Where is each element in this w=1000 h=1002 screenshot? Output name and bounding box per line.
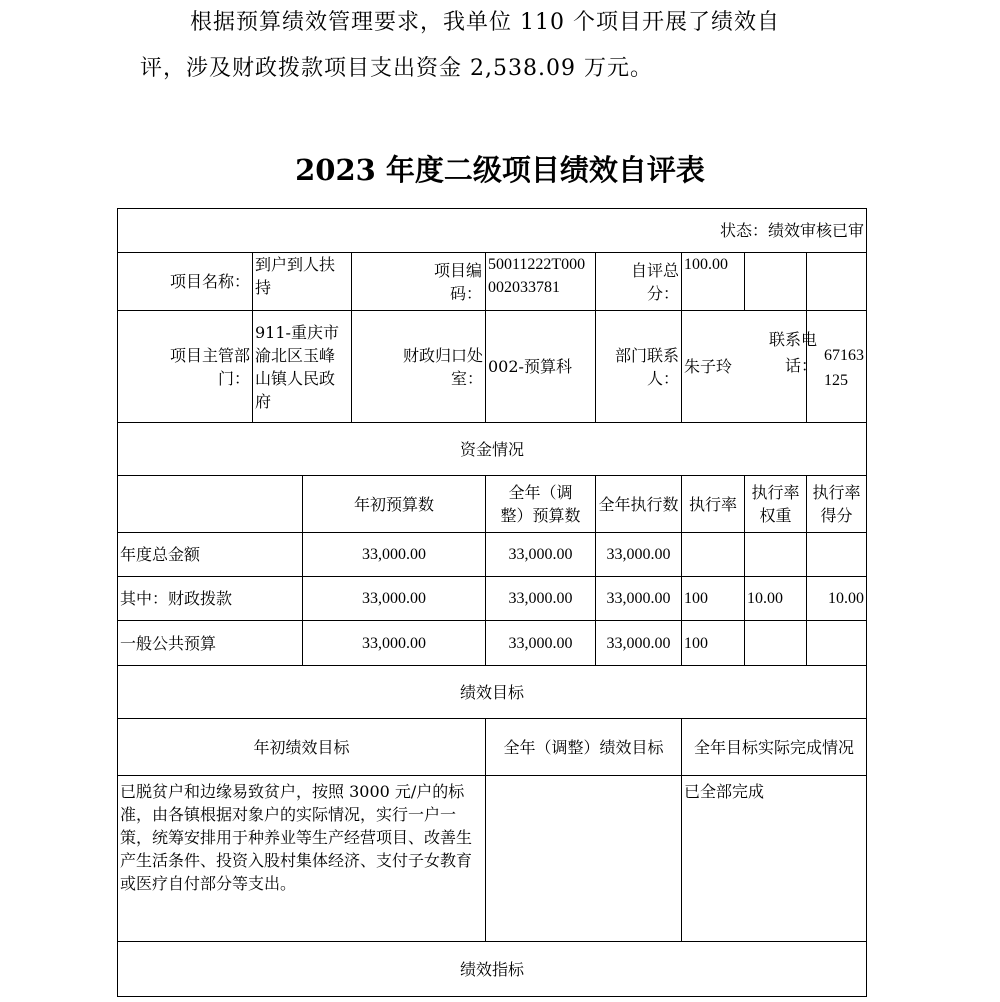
funds-section-header: 资金情况 [118, 423, 867, 476]
funds-row-weight [745, 621, 807, 666]
goals-initial-text: 已脱贫户和边缘易致贫户，按照 3000 元/户的标准，由各镇根据对象户的实际情况，实行一户一策，统筹安排用于种养业等生产经营项目、改善生产生活条件、投资入股村集体经济、支付子女教育或医疗自付部分等支出。 [118, 776, 486, 942]
project-name-value: 到户到人扶持 [253, 253, 352, 311]
goals-section-header: 绩效目标 [118, 666, 867, 719]
indicators-section-header: 绩效指标 [118, 942, 867, 997]
empty-cell [118, 476, 303, 533]
funds-row-rate: 100 [682, 577, 745, 621]
funds-row-initial: 33,000.00 [303, 577, 486, 621]
funds-row-rate [682, 533, 745, 577]
funds-header-executed: 全年执行数 [596, 476, 682, 533]
dept-value: 911-重庆市渝北区玉峰山镇人民政府 [253, 311, 352, 423]
intro-paragraph-line2: 评，涉及财政拨款项目支出资金 2,538.09 万元。 [140, 56, 653, 81]
funds-header-weight: 执行率权重 [745, 476, 807, 533]
intro-paragraph-line1: 根据预算绩效管理要求，我单位 110 个项目开展了绩效自 [190, 10, 780, 35]
funds-header-rate: 执行率 [682, 476, 745, 533]
goals-header-adjusted: 全年（调整）绩效目标 [486, 719, 682, 776]
funds-row-label: 年度总金额 [118, 533, 303, 577]
project-code-value: 50011222T000002033781 [486, 253, 596, 311]
table-row [118, 577, 867, 621]
dept-label: 项目主管部门： [118, 311, 253, 423]
table-row [118, 621, 867, 666]
finance-office-value: 002-预算科 [486, 311, 596, 423]
funds-row-rate: 100 [682, 621, 745, 666]
funds-row-executed: 33,000.00 [596, 621, 682, 666]
status-cell: 状态：绩效审核已审 [118, 209, 867, 253]
empty-cell [745, 253, 807, 311]
funds-row-score: 10.00 [807, 577, 867, 621]
funds-row-adjusted: 33,000.00 [486, 533, 596, 577]
empty-cell [807, 253, 867, 311]
self-score-value: 100.00 [682, 253, 745, 311]
funds-header-initial: 年初预算数 [303, 476, 486, 533]
funds-row-weight: 10.00 [745, 577, 807, 621]
funds-row-initial: 33,000.00 [303, 621, 486, 666]
funds-row-adjusted: 33,000.00 [486, 621, 596, 666]
self-score-label: 自评总分： [596, 253, 682, 311]
goals-actual-text: 已全部完成 [682, 776, 867, 942]
phone-label: 联系电话： [768, 330, 817, 375]
goals-header-initial: 年初绩效目标 [118, 719, 486, 776]
phone-value: 67163125 [824, 347, 864, 389]
funds-row-executed: 33,000.00 [596, 533, 682, 577]
goals-header-actual: 全年目标实际完成情况 [682, 719, 867, 776]
funds-row-label: 一般公共预算 [118, 621, 303, 666]
funds-row-score [807, 621, 867, 666]
contact-label: 部门联系人： [596, 311, 682, 423]
evaluation-table [117, 208, 867, 997]
funds-row-adjusted: 33,000.00 [486, 577, 596, 621]
funds-row-initial: 33,000.00 [303, 533, 486, 577]
goals-adjusted-text [486, 776, 682, 942]
funds-row-weight [745, 533, 807, 577]
funds-row-label: 其中：财政拨款 [118, 577, 303, 621]
table-row [118, 533, 867, 577]
finance-office-label: 财政归口处室： [352, 311, 486, 423]
funds-row-executed: 33,000.00 [596, 577, 682, 621]
table-title: 2023 年度二级项目绩效自评表 [295, 153, 705, 187]
project-name-label: 项目名称： [118, 253, 253, 311]
funds-row-score [807, 533, 867, 577]
project-code-label: 项目编码： [352, 253, 486, 311]
funds-header-adjusted: 全年（调整）预算数 [486, 476, 596, 533]
funds-header-score: 执行率得分 [807, 476, 867, 533]
contact-value: 朱子玲 [682, 311, 807, 423]
